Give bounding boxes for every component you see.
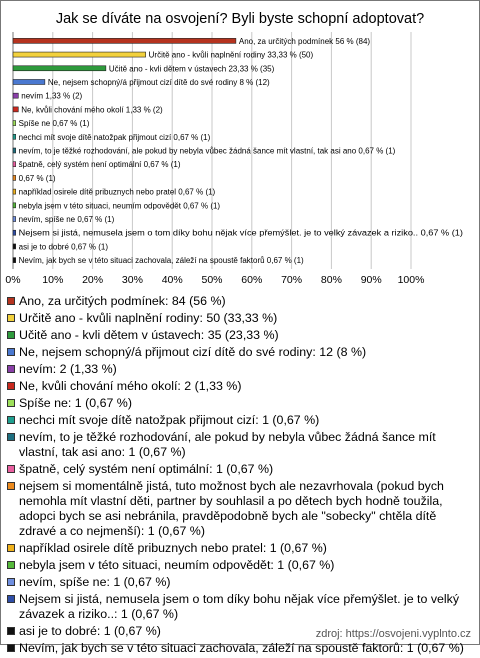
legend-swatch [7,416,15,424]
legend-label: Učitě ano - kvli dětem v ústavech: 35 (23,33 %) [19,328,279,342]
bar-data-label: například osirele dítě pribuznych nebo pratel 0,67 % (1) [18,187,216,197]
bar-data-label: Ano, za určitých podmínek 56 % (84) [238,36,371,46]
bar [13,38,236,43]
legend-swatch [7,382,15,390]
legend-swatch [7,578,15,586]
legend-label: Ne, kvůli chování mého okolí: 2 (1,33 %) [19,379,242,393]
bar [13,66,106,71]
legend-label: nebyla jsem v této situaci, neumím odpovědět: 1 (0,67 %) [19,558,335,572]
legend-item [7,641,473,656]
legend-swatch [7,544,15,552]
legend-item [7,462,473,477]
bar [13,121,16,126]
bar [13,244,16,249]
legend-label: nevím, spíše ne: 1 (0,67 %) [19,575,171,589]
legend-swatch [7,331,15,339]
bar-data-label: špatně, celý systém není optimální 0,67 % (1) [18,160,181,170]
legend-swatch [7,399,15,407]
bar-data-label: 0,67 % (1) [18,173,56,183]
bar [13,148,16,153]
legend-label: nevím, to je těžké rozhodování, ale pokud by nebyla vůbec žádná šance mít vlastní, tak asi ano: 1 (0,67 %) [19,430,436,459]
legend-label: Ano, za určitých podmínek: 84 (56 %) [19,294,226,308]
legend-swatch [7,433,15,441]
legend-item [7,396,473,411]
bar [13,107,18,112]
bar-data-label: Spíše ne 0,67 % (1) [18,119,90,129]
legend-swatch [7,348,15,356]
legend-swatch [7,482,15,490]
legend-item [7,362,473,377]
legend-item [7,479,473,539]
bar [13,52,146,57]
x-tick-label: 80% [320,274,342,286]
legend-label: Nevím, jak bych se v této situaci zachovala, záleží na spoustě faktorů: 1 (0,67 %) [19,641,464,655]
legend-swatch [7,465,15,473]
x-tick-label: 40% [161,274,183,286]
legend-item [7,294,473,309]
bar [13,217,16,222]
bar [13,162,16,167]
legend-item [7,311,473,326]
x-tick-label: 100% [397,274,425,286]
chart-title: Jak se díváte na osvojení? Byli byste schopní adoptovat? [55,11,425,27]
bar [13,93,18,98]
source-credit: zdroj: https://osvojeni.vyplnto.cz [315,628,471,640]
bar [13,189,16,194]
bar-data-label: asi je to dobré 0,67 % (1) [18,242,109,252]
x-tick-label: 30% [121,274,143,286]
bar-data-label: nevím, to je těžké rozhodování, ale pokud by nebyla vůbec žádná šance mít vlastní, tak asi ano 0,67 % (1) [18,146,396,156]
bar-data-label: nebyla jsem v této situaci, neumím odpovědět 0,67 % (1) [18,201,221,211]
bar-data-label: Ne, nejsem schopný/á přijmout cizí dítě do své rodiny 8 % (12) [47,77,270,87]
legend-label: Určitě ano - kvůli naplnění rodiny: 50 (33,33 %) [19,311,278,325]
x-tick-label: 90% [360,274,382,286]
x-tick-label: 10% [42,274,64,286]
bar-data-label: nevím, spíše ne 0,67 % (1) [18,215,115,225]
bar-data-label: Ne, kvůli chování mého okolí 1,33 % (2) [21,105,163,115]
bar [13,79,45,84]
x-tick-label: 0% [5,274,21,286]
legend-item [7,541,473,556]
legend-item [7,592,473,622]
legend-label: například osirele dítě pribuznych nebo pratel: 1 (0,67 %) [19,541,327,555]
legend-item [7,345,473,360]
legend-label: Ne, nejsem schopný/á přijmout cizí dítě do své rodiny: 12 (8 %) [19,345,367,359]
legend-swatch [7,365,15,373]
x-tick-label: 50% [201,274,223,286]
bar-data-label: Nevím, jak bych se v této situaci zachovala, záleží na spoustě faktorů 0,67 % (1) [18,256,304,266]
bar [13,258,16,263]
x-tick-label: 20% [82,274,104,286]
x-tick-label: 60% [241,274,263,286]
bar [13,175,16,180]
legend-label: nechci mít svoje dítě natožpak přijmout cizí: 1 (0,67 %) [19,413,320,427]
legend-swatch [7,314,15,322]
bar-chart [1,1,479,289]
legend-item [7,575,473,590]
bar-data-label: Nejsem si jistá, nemusela jsem o tom díky bohu nějak více přemýšlet. je to velký závazek a riziko.. 0,67 % (1) [18,228,464,238]
bar-data-label: nevím 1,33 % (2) [21,91,83,101]
legend-item [7,430,473,460]
bar-data-label: nechci mít svoje dítě natožpak přijmout cizí 0,67 % (1) [18,132,211,142]
legend-label: nejsem si momentálně jistá, tuto možnost bych ale nezavrhovala (pokud bych nemohla mít vlastní děti, partner by souhlasil a po dětech bych hodně toužila, adopci bych se asi nebránila, pravděpodobně bych ale "sobecky" chtěla dítě zdravé a co nejmenší): 1 (0,67 %) [19,479,444,538]
legend-swatch [7,644,15,652]
bar-data-label: Učitě ano - kvli dětem v ústavech 23,33 % (35) [108,64,275,74]
legend-item [7,413,473,428]
bar-data-label: Určitě ano - kvůli naplnění rodiny 33,33 % (50) [148,50,314,60]
legend-item [7,328,473,343]
legend-label: špatně, celý systém není optimální: 1 (0,67 %) [19,462,274,476]
legend-swatch [7,297,15,305]
legend-label: Nejsem si jistá, nemusela jsem o tom díky bohu nějak více přemýšlet. je to velký závazek a riziko..: 1 (0,67 %) [19,592,460,621]
legend-item [7,558,473,573]
x-tick-label: 70% [281,274,303,286]
bar [13,230,16,235]
legend-label: asi je to dobré: 1 (0,67 %) [19,624,161,638]
legend-swatch [7,561,15,569]
bar [13,203,16,208]
legend-swatch [7,595,15,603]
legend-swatch [7,627,15,635]
bar [13,134,16,139]
legend-item [7,379,473,394]
legend-label: Spíše ne: 1 (0,67 %) [19,396,132,410]
legend-label: nevím: 2 (1,33 %) [19,362,117,376]
legend [7,294,473,658]
